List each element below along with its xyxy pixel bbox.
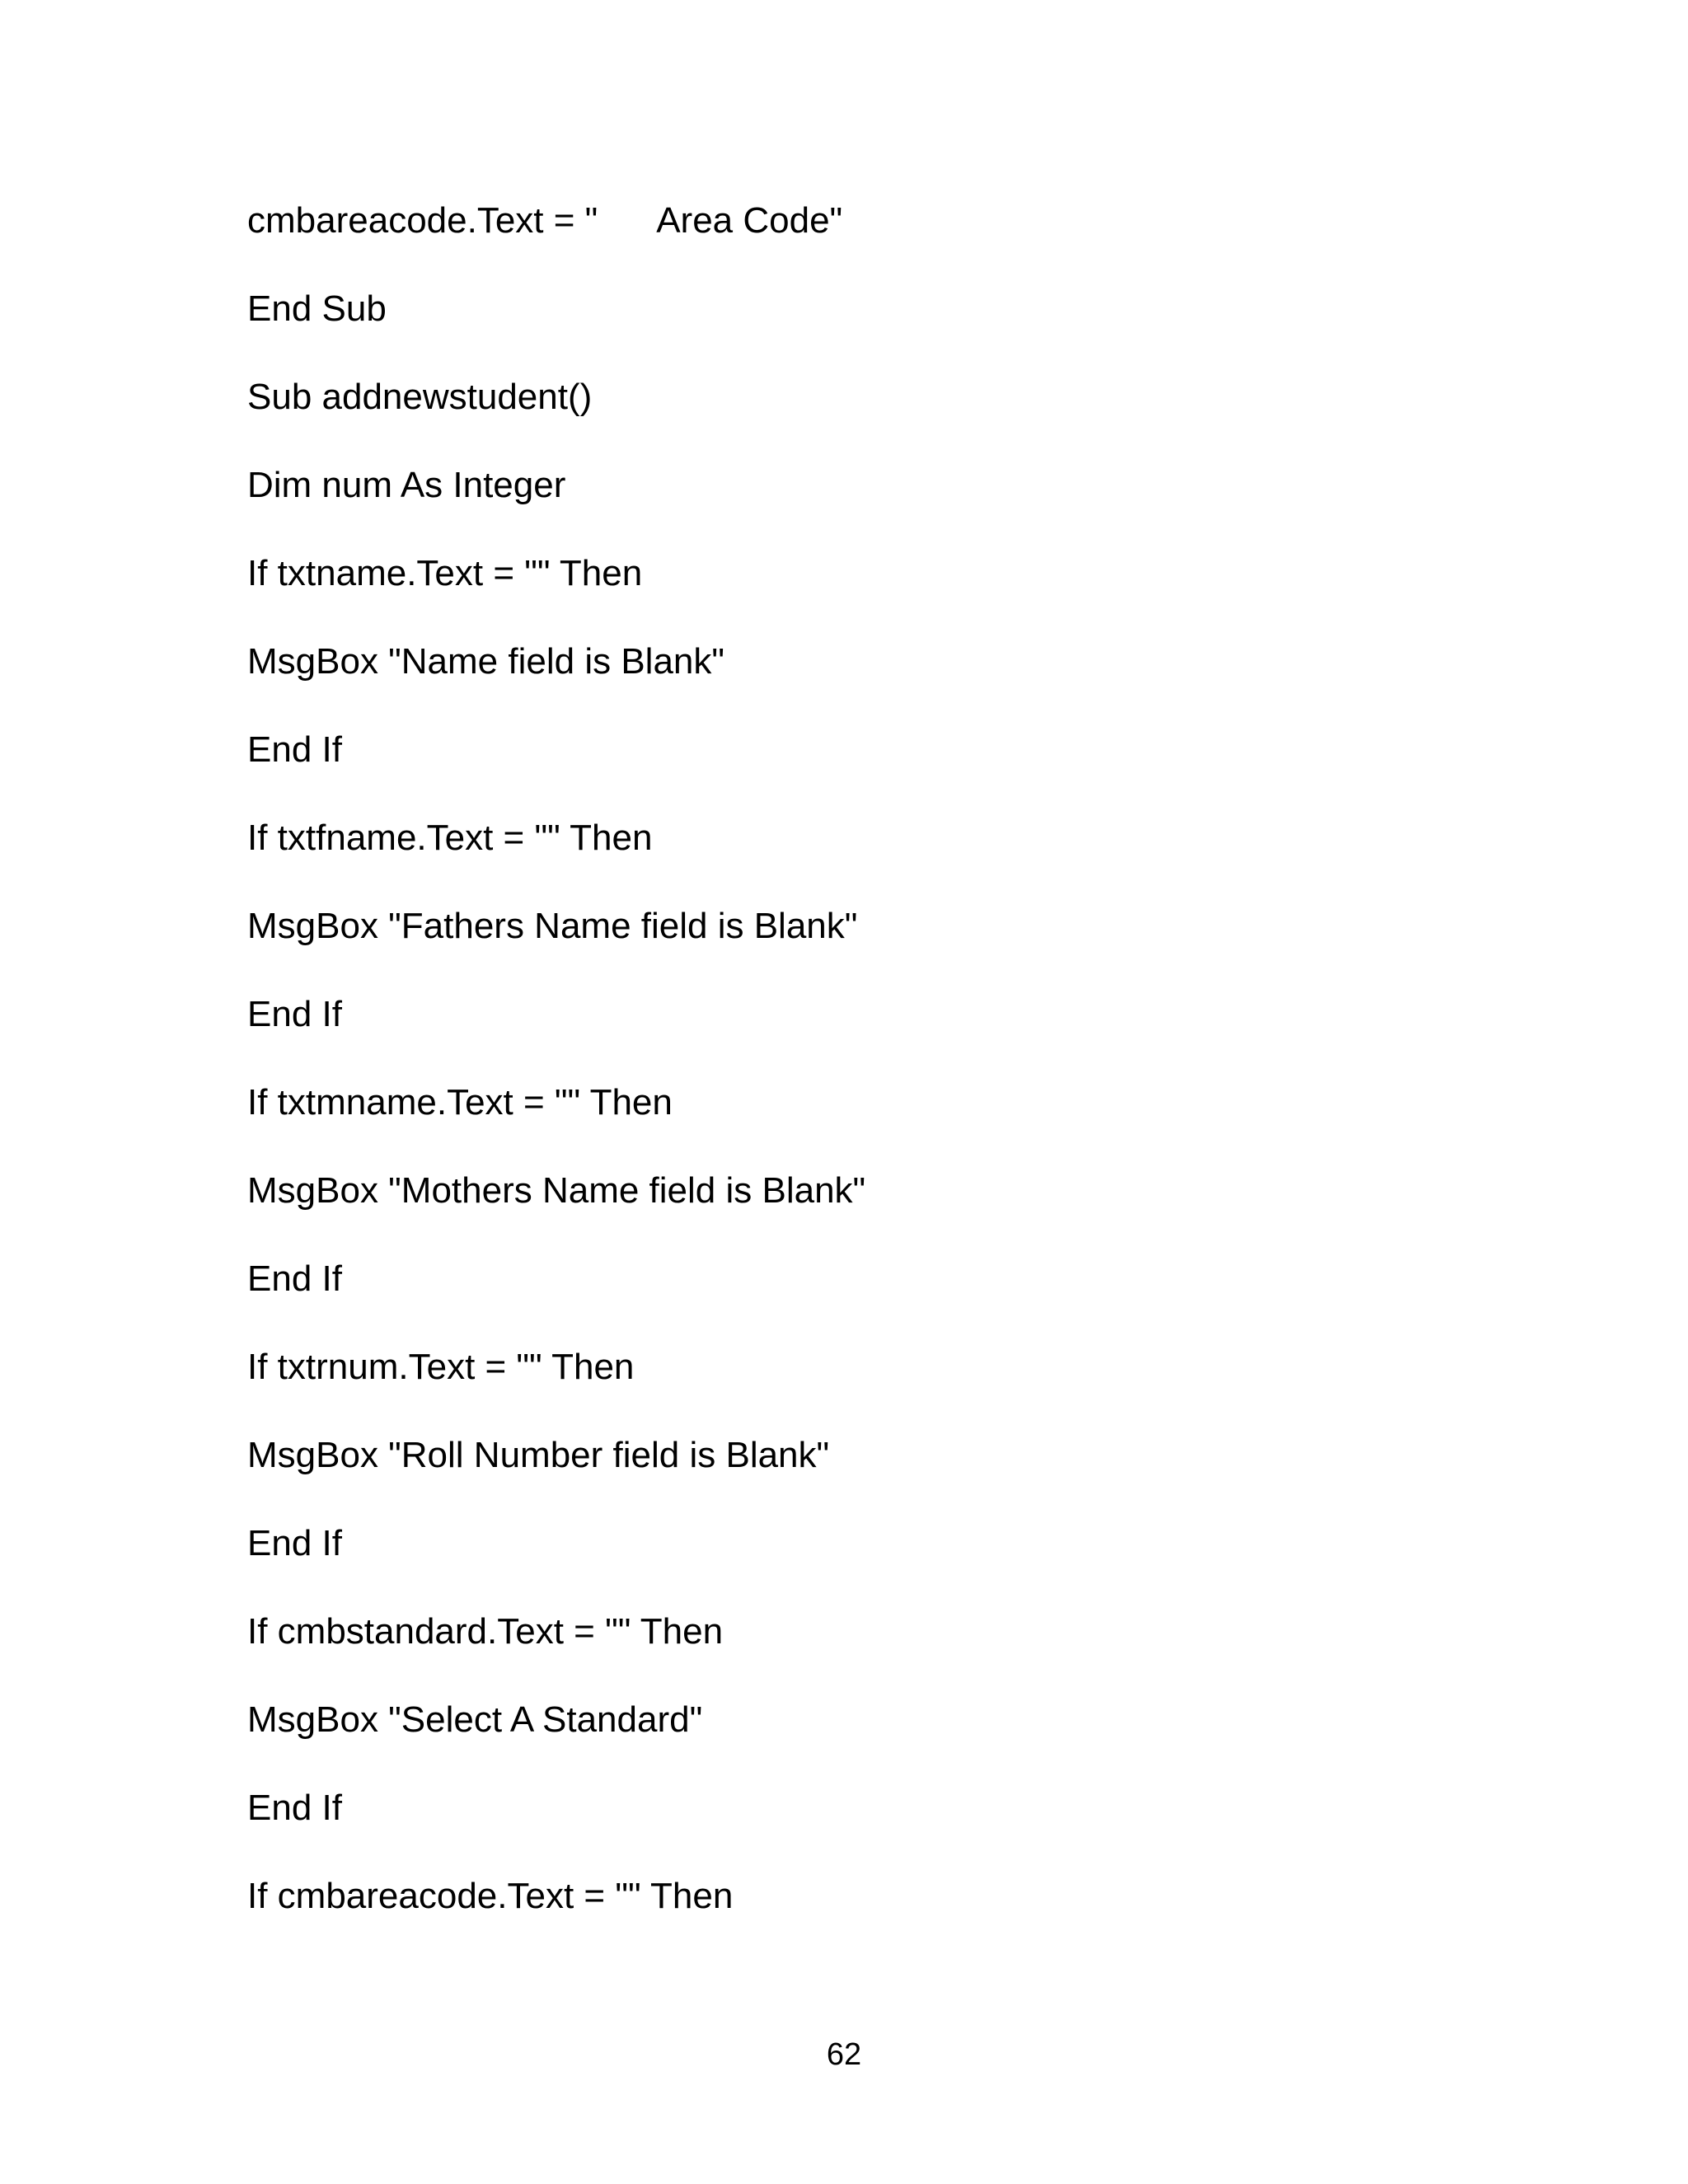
- code-line: MsgBox "Select A Standard": [247, 1699, 703, 1740]
- code-line: MsgBox "Name field is Blank": [247, 641, 725, 682]
- code-line: End If: [247, 729, 342, 770]
- code-line: End If: [247, 1788, 342, 1828]
- code-line: cmbareacode.Text = " Area Code": [247, 200, 843, 241]
- code-line: If txtrnum.Text = "" Then: [247, 1347, 635, 1387]
- code-listing: [247, 190, 1484, 1953]
- code-line: If txtfname.Text = "" Then: [247, 818, 653, 858]
- code-line: If txtmname.Text = "" Then: [247, 1082, 673, 1122]
- code-line: MsgBox "Roll Number field is Blank": [247, 1435, 830, 1475]
- code-line: If cmbstandard.Text = "" Then: [247, 1611, 724, 1652]
- code-line: End If: [247, 1258, 342, 1299]
- code-line: End If: [247, 994, 342, 1034]
- page-number: 62: [826, 2037, 862, 2072]
- code-line: Sub addnewstudent(): [247, 377, 593, 417]
- code-line: MsgBox "Mothers Name field is Blank": [247, 1170, 866, 1211]
- code-line: End If: [247, 1523, 342, 1563]
- code-line: End Sub: [247, 288, 387, 329]
- code-line: MsgBox "Fathers Name field is Blank": [247, 906, 858, 946]
- code-line: If cmbareacode.Text = "" Then: [247, 1876, 734, 1916]
- code-line: Dim num As Integer: [247, 465, 566, 505]
- code-line: If txtname.Text = "" Then: [247, 553, 643, 593]
